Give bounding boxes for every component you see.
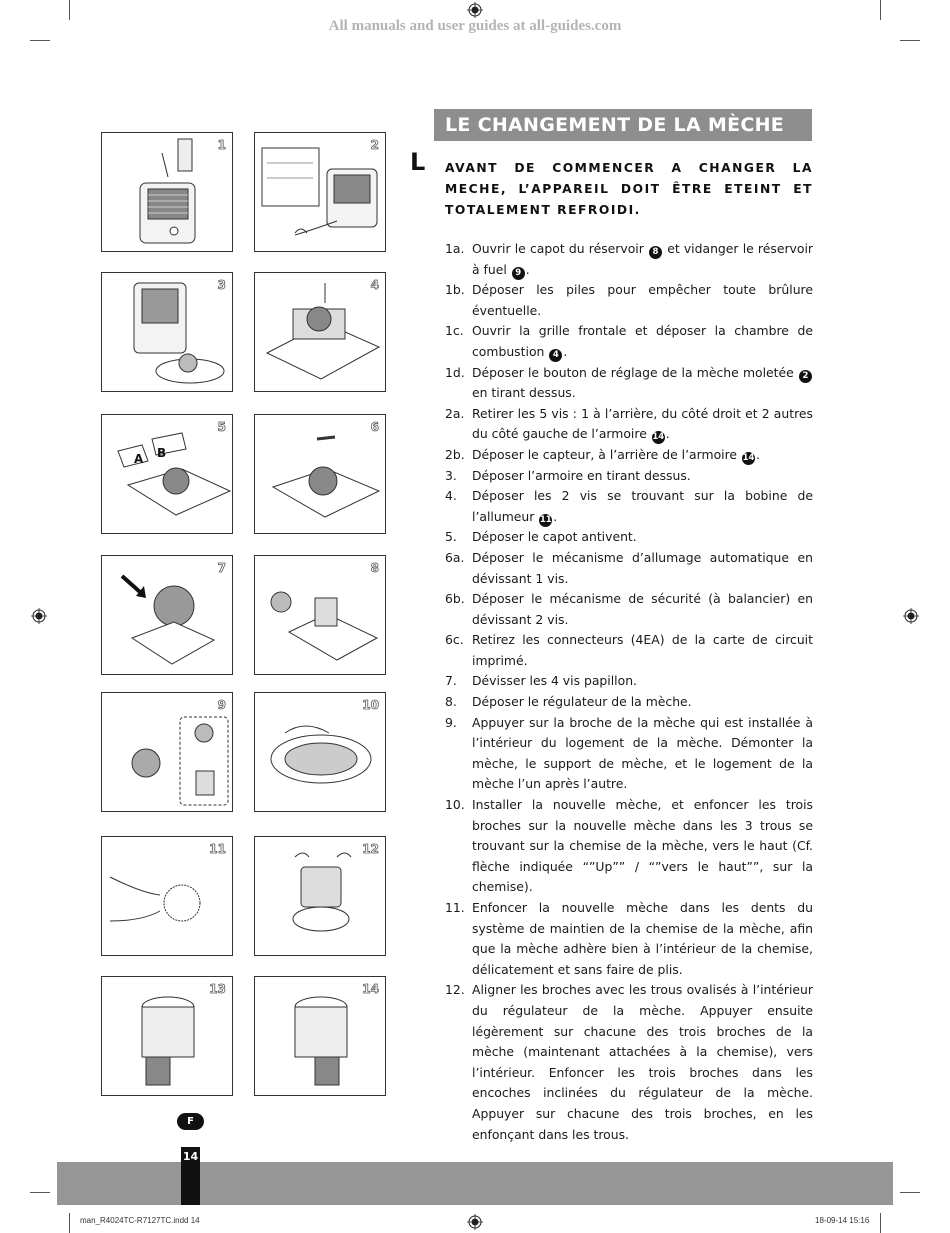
step-text-fragment: Ouvrir le capot du réservoir — [472, 241, 649, 256]
figure-panel — [254, 836, 386, 956]
crop-mark — [900, 1192, 920, 1193]
instruction-step — [445, 671, 813, 692]
step-number: 6c. — [445, 632, 464, 648]
step-number: 2b. — [445, 446, 465, 462]
step-number: 1a. — [445, 241, 465, 256]
step-text-fragment: . — [525, 261, 530, 277]
step-text-fragment: Installer la nouvelle mèche, et enfoncer les trois broches sur la nouvelle mèche dans les 3 trous se trouvant sur la chemise de la mèche, vers le haut (Cf. flèche indiquée “”Up”” / “”vers le haut””, sur la chemise). — [472, 797, 813, 895]
instruction-step — [445, 363, 813, 404]
language-letter: L — [410, 148, 426, 176]
step-text — [472, 692, 813, 713]
crop-mark — [880, 0, 881, 20]
step-number: 4. — [445, 488, 457, 504]
step-text — [472, 589, 813, 630]
page-number: 14 — [181, 1147, 200, 1205]
figure-panel — [254, 692, 386, 812]
figure-number: 2 — [370, 138, 379, 152]
instruction-step — [445, 898, 813, 980]
step-text-fragment: . — [553, 508, 558, 524]
part-reference-badge: 11 — [539, 514, 552, 525]
crop-mark — [900, 40, 920, 41]
step-text-fragment: Déposer les 2 vis se trouvant sur la bobine de l’allumeur — [472, 488, 813, 524]
date-slug: 18-09-14 15:16 — [815, 1216, 870, 1225]
step-text-fragment: Appuyer sur la broche de la mèche qui est installée à l’intérieur du logement de la mèche. Démonter la mèche, le support de mèche, et le logement de la mèche l’un après l’autre. — [472, 714, 813, 792]
step-text-fragment: Ouvrir la grille frontale et déposer la chambre de combustion — [472, 323, 813, 359]
registration-mark-icon — [467, 1214, 483, 1230]
registration-mark-icon — [903, 608, 919, 624]
step-number: 5. — [445, 529, 457, 545]
step-text — [472, 363, 813, 404]
figure-number: 4 — [370, 278, 379, 292]
crop-mark — [30, 40, 50, 41]
figure-panel — [101, 976, 233, 1096]
figure-number: 12 — [362, 842, 379, 856]
warning-text: AVANT DE COMMENCER A CHANGER LA MECHE, L’APPAREIL DOIT ÊTRE ETEINT ET TOTALEMENT REFROIDI. — [445, 161, 813, 217]
burner-top-illustration-icon — [102, 415, 233, 534]
language-badge: F — [177, 1113, 204, 1130]
screw-removal-illustration-icon — [102, 556, 233, 675]
new-wick-illustration-icon — [255, 693, 386, 812]
step-number: 11. — [445, 900, 465, 915]
watermark: All manuals and user guides at all-guides.com — [328, 18, 622, 34]
step-number: 1d. — [445, 364, 465, 380]
step-text-fragment: . — [665, 426, 670, 442]
step-number: 9. — [445, 714, 457, 730]
instruction-step — [445, 445, 813, 466]
figure-panel — [101, 555, 233, 675]
figure-number: 1 — [217, 138, 226, 152]
instruction-step — [445, 280, 813, 321]
figure-label-a: A — [134, 452, 144, 466]
wick-disassembly-illustration-icon — [102, 693, 233, 812]
burner-base-illustration-icon — [255, 273, 386, 392]
step-text-fragment: Déposer les piles pour empêcher toute brûlure éventuelle. — [472, 282, 813, 318]
step-number: 8. — [445, 694, 457, 710]
instruction-step — [445, 486, 813, 527]
step-text-fragment: Enfoncer la nouvelle mèche dans les dents du système de maintien de la chemise de la mèche, afin que la mèche adhère bien à l’intérieur de la chemise, délicatement et sans faire de plis. — [472, 900, 813, 977]
part-reference-badge: 9 — [512, 267, 525, 280]
step-text-fragment: Aligner les broches avec les trous ovalisés à l’intérieur du régulateur de la mèche. Appuyer ensuite légèrement sur chacune des trois broches de la mèche (maintenant attachées à la chemise), vers l’intérieur. Enfoncer les trois broches dans les encoches inclinées du régulateur de la mèche. Appuyer sur chacune des trois broches, en les enfonçant dans les trous. — [472, 982, 813, 1142]
figure-number: 6 — [370, 420, 379, 434]
step-text-fragment: Déposer le mécanisme de sécurité (à balancier) en dévissant 2 vis. — [472, 591, 813, 627]
figure-number: 10 — [362, 698, 379, 712]
step-number: 6a. — [445, 549, 465, 565]
figure-panel — [254, 272, 386, 392]
step-text — [472, 980, 813, 1145]
registration-mark-icon — [31, 608, 47, 624]
step-number: 1b. — [445, 282, 465, 298]
figure-panel — [254, 414, 386, 534]
file-slug: man_R4024TC-R7127TC.indd 14 — [80, 1216, 200, 1225]
step-text — [472, 795, 813, 898]
step-text-fragment: Dévisser les 4 vis papillon. — [472, 673, 637, 689]
crop-mark — [880, 1213, 881, 1233]
heater-illustration-icon — [102, 133, 233, 252]
step-text — [472, 445, 813, 466]
figure-panel — [101, 414, 233, 534]
step-text-fragment: Retirer les 5 vis : 1 à l’arrière, du côté droit et 2 autres du côté gauche de l’armoire — [472, 405, 813, 442]
regulator-assembly-illustration-icon — [102, 977, 233, 1096]
step-text — [472, 321, 813, 362]
step-text-fragment: Retirez les connecteurs (4EA) de la carte de circuit imprimé. — [472, 632, 813, 668]
figure-panel — [101, 692, 233, 812]
step-number: 1c. — [445, 323, 464, 339]
crop-mark — [69, 1213, 70, 1233]
step-text-fragment: Déposer le régulateur de la mèche. — [472, 694, 692, 710]
figure-number: 8 — [370, 561, 379, 575]
instruction-step — [445, 527, 813, 548]
instruction-step — [445, 466, 813, 487]
figure-number: 9 — [217, 698, 226, 712]
burner-sensor-illustration-icon — [255, 415, 386, 534]
instruction-step — [445, 795, 813, 898]
step-text — [472, 466, 813, 487]
regulator-pins-illustration-icon — [255, 977, 386, 1096]
part-reference-badge: 2 — [799, 370, 812, 383]
step-text-fragment: Déposer le capot antivent. — [472, 529, 637, 545]
instruction-step — [445, 630, 813, 671]
step-text-fragment: Déposer le mécanisme d’allumage automatique en dévissant 1 vis. — [472, 549, 813, 586]
figure-panel — [254, 132, 386, 252]
figure-number: 14 — [362, 982, 379, 996]
step-text — [472, 898, 813, 980]
step-text-fragment: . — [755, 446, 760, 462]
figure-number: 7 — [217, 561, 226, 575]
instruction-step — [445, 713, 813, 795]
wick-insertion-illustration-icon — [102, 837, 233, 956]
part-reference-badge: 8 — [649, 246, 662, 259]
step-text — [472, 486, 813, 527]
figure-number: 5 — [217, 420, 226, 434]
figure-panel — [254, 555, 386, 675]
step-text — [472, 630, 813, 671]
step-number: 6b. — [445, 591, 465, 607]
part-reference-badge: 4 — [549, 349, 562, 362]
figure-panel — [101, 132, 233, 252]
instruction-step — [445, 980, 813, 1145]
step-text — [472, 548, 813, 589]
instruction-step — [445, 321, 813, 362]
instruction-step — [445, 404, 813, 445]
instruction-list — [445, 239, 813, 1145]
step-number: 2a. — [445, 405, 465, 421]
instruction-step — [445, 239, 813, 280]
step-text — [472, 239, 813, 280]
step-number: 7. — [445, 673, 457, 689]
figure-number: 11 — [209, 842, 226, 856]
wick-fitting-illustration-icon — [255, 837, 386, 956]
figure-number: 13 — [209, 982, 226, 996]
figure-label-b: B — [157, 446, 167, 460]
step-text-fragment: Déposer le capteur, à l’arrière de l’armoire — [472, 446, 741, 462]
step-text-fragment: Déposer le bouton de réglage de la mèche moletée — [472, 364, 798, 380]
part-reference-badge: 14 — [742, 452, 755, 463]
wick-regulator-illustration-icon — [255, 556, 386, 675]
crop-mark — [69, 0, 70, 20]
instruction-step — [445, 589, 813, 630]
step-text-fragment: Déposer l’armoire en tirant dessus. — [472, 467, 691, 483]
step-text — [472, 671, 813, 692]
step-number: 12. — [445, 982, 465, 998]
figure-panel — [101, 272, 233, 392]
step-text — [472, 280, 813, 321]
step-text-fragment: en tirant dessus. — [472, 385, 576, 401]
step-number: 3. — [445, 467, 457, 483]
cabinet-removal-illustration-icon — [102, 273, 233, 392]
figure-number: 3 — [217, 278, 226, 292]
step-number: 10. — [445, 797, 465, 813]
crop-mark — [30, 1192, 50, 1193]
step-text-fragment: et vidanger le réservoir à fuel — [472, 241, 813, 277]
part-reference-badge: 14 — [652, 432, 665, 443]
figure-panel — [101, 836, 233, 956]
figure-panel — [254, 976, 386, 1096]
step-text-fragment: . — [563, 343, 568, 359]
section-title: LE CHANGEMENT DE LA MÈCHE — [434, 109, 812, 141]
heater-back-illustration-icon — [255, 133, 386, 252]
step-text — [472, 527, 813, 548]
registration-mark-icon — [467, 2, 483, 18]
instruction-step — [445, 692, 813, 713]
instruction-step — [445, 548, 813, 589]
step-text — [472, 404, 813, 445]
step-text — [472, 713, 813, 795]
